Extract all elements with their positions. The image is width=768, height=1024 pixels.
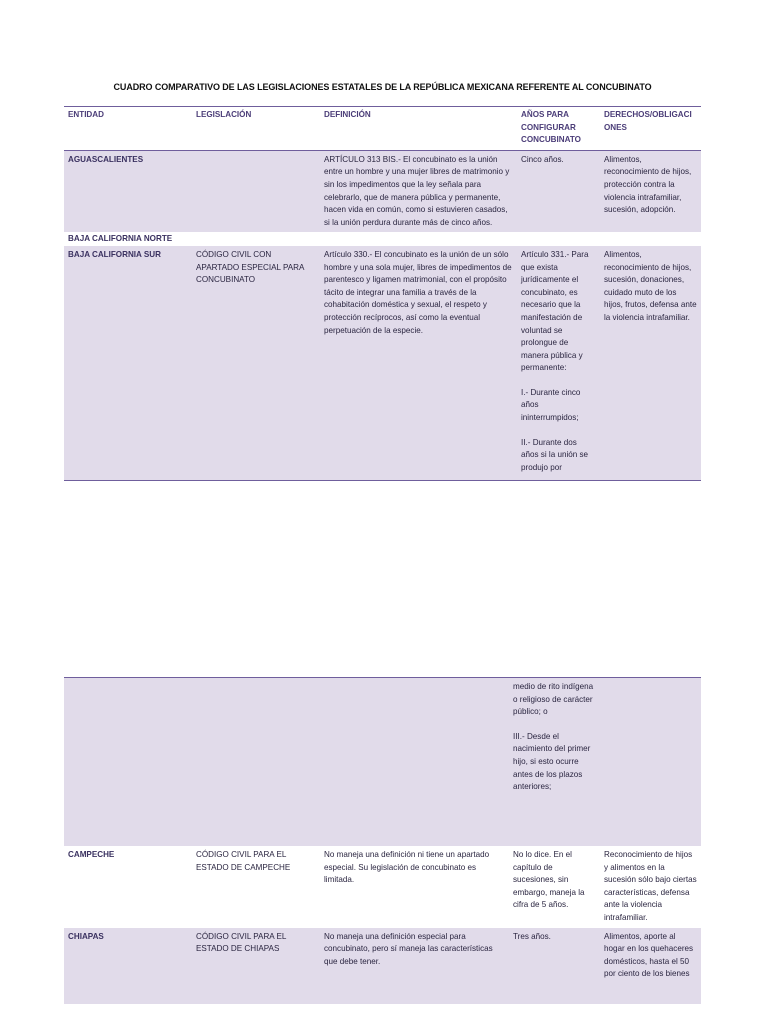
cell-anos: No lo dice. En el capítulo de sucesiones, sin embargo, maneja la cifra de 5 años. [513, 850, 585, 910]
cell-entidad: AGUASCALIENTES [64, 150, 192, 232]
cell-definicion: ARTÍCULO 313 BIS.- El concubinato es la unión entre un hombre y una mujer libres de matrimonio y sin los impedimentos que la ley señala para celebrarlo, que de manera pública y permanente, hacen vida en común, como si estuvieren casados, si la unión perdura durante más de cinco años. [320, 150, 517, 232]
cell-entidad: CHIAPAS [64, 928, 192, 1004]
cell-anos [517, 246, 600, 481]
cell-definicion: No maneja una definición ni tiene un apartado especial. Su legislación de concubinato es limitada. [324, 850, 490, 885]
cell-legislacion: CÓDIGO CIVIL PARA EL ESTADO DE CHIAPAS [192, 928, 320, 1004]
document-title: CUADRO COMPARATIVO DE LAS LEGISLACIONES ESTATALES DE LA REPÚBLICA MEXICANA REFERENTE AL CONCUBINATO [113, 82, 652, 92]
anos-paragraph-2: III.- Desde el nacimiento del primer hijo, si esto ocurre antes de los plazos anteriores; [513, 731, 591, 792]
cell-entidad: BAJA CALIFORNIA NORTE [68, 234, 173, 244]
table-row-baja-california-sur [64, 246, 701, 481]
cell-entidad: BAJA CALIFORNIA SUR [64, 246, 192, 481]
header-entidad: ENTIDAD [64, 107, 192, 151]
anos-paragraph-1: Artículo 331.- Para que exista jurídicamente el concubinato, es necesario que la manifestación de voluntad se prolongue de manera pública y permanente: [521, 249, 589, 373]
cell-derechos: Alimentos, reconocimiento de hijos, sucesión, donaciones, cuidado muto de los hijos, frutos, defensa ante la violencia intrafamiliar. [600, 246, 701, 481]
anos-paragraph-1: medio de rito indígena o religioso de carácter público; o [513, 682, 594, 717]
table-row-chiapas [64, 928, 701, 1004]
cell-definicion: No maneja una definición especial para concubinato, pero sí maneja las características que debe tener. [320, 928, 509, 1004]
table-row-aguascalientes [64, 150, 701, 232]
table-row-baja-california-sur-continued [64, 678, 701, 847]
header-legislacion: LEGISLACIÓN [192, 107, 320, 151]
cell-anos: Cinco años. [517, 150, 600, 232]
cell-derechos: Reconocimiento de hijos y alimentos en la sucesión sólo bajo ciertas características, defensa ante la violencia intrafamiliar. [604, 850, 697, 922]
anos-paragraph-3: II.- Durante dos años si la unión se produjo por [521, 437, 589, 472]
table-header-row [64, 107, 701, 151]
cell-legislacion: CÓDIGO CIVIL CON APARTADO ESPECIAL PARA CONCUBINATO [192, 246, 320, 481]
header-anos: AÑOS PARA CONFIGURAR CONCUBINATO [517, 107, 600, 151]
cell-derechos: Alimentos, aporte al hogar en los quehaceres domésticos, hasta el 50 por ciento de los bienes [600, 928, 701, 1004]
comparison-table-part-1 [64, 106, 701, 481]
header-derechos: DERECHOS/OBLIGACIONES [600, 107, 701, 151]
table-row-campeche [64, 846, 701, 928]
cell-legislacion: CÓDIGO CIVIL PARA EL ESTADO DE CAMPECHE [196, 850, 291, 872]
cell-derechos: Alimentos, reconocimiento de hijos, protección contra la violencia intrafamiliar, sucesión, adopción. [600, 150, 701, 232]
cell-anos [509, 678, 600, 847]
cell-definicion: Artículo 330.- El concubinato es la unión de un sólo hombre y una sola mujer, libres de impedimentos de parentesco y ligamen matrimonial, con el propósito tácito de integrar una familia a través de la cohabitación doméstica y sexual, el respeto y protección recíprocos, así como la eventual perpetuación de la especie. [320, 246, 517, 481]
anos-paragraph-2: I.- Durante cinco años ininterrumpidos; [521, 387, 581, 423]
comparison-table-part-2 [64, 677, 701, 1004]
cell-legislacion [192, 150, 320, 232]
header-definicion: DEFINICIÓN [320, 107, 517, 151]
cell-anos: Tres años. [509, 928, 600, 1004]
table-row-baja-california-norte [64, 232, 701, 246]
cell-entidad: CAMPECHE [68, 850, 115, 859]
